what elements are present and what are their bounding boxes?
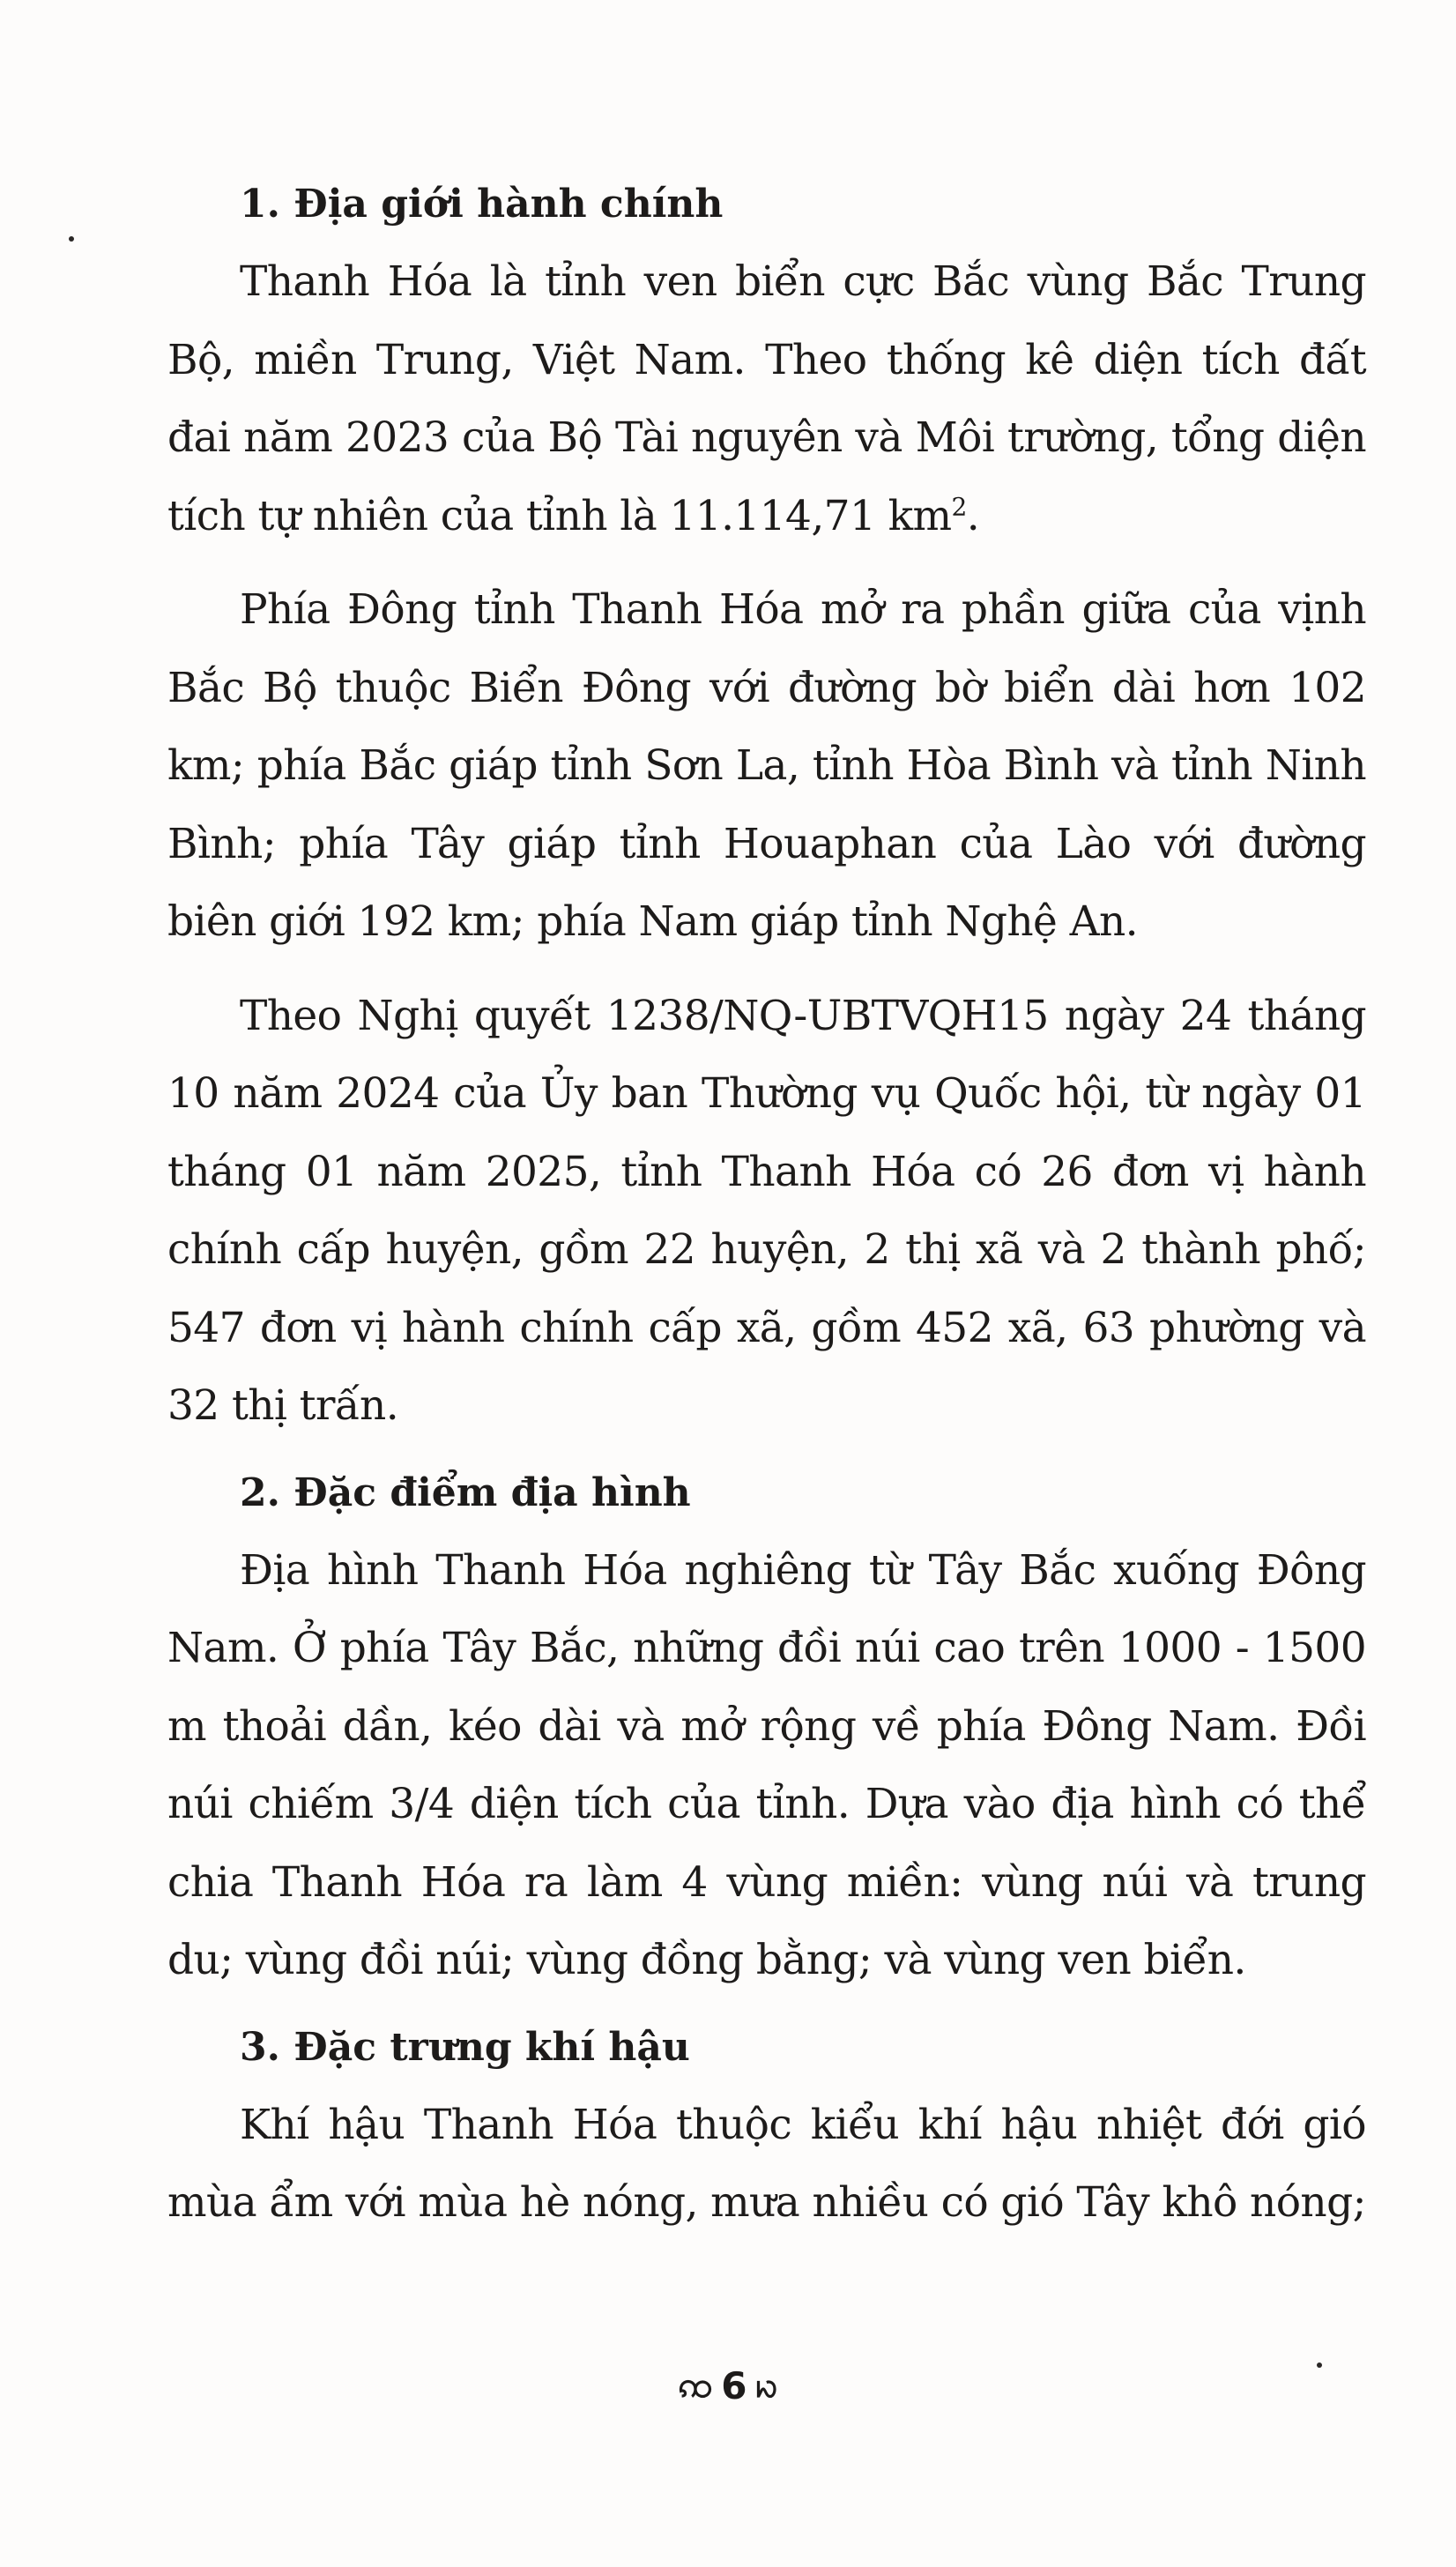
ornament-right-icon: ꩢ xyxy=(755,2365,778,2406)
speck-mark xyxy=(1317,2362,1322,2368)
ornament-left-icon: ꩡ xyxy=(678,2365,713,2406)
paragraph-area-text: Thanh Hóa là tỉnh ven biển cực Bắc vùng Bắc Trung Bộ, miền Trung, Việt Nam. Theo thống kê diện tích đất đai năm 2023 của Bộ Tài nguyên và Môi trường, tổng diện tích tự nhiên của tỉnh là 11.114,71 km xyxy=(167,257,1366,540)
paragraph-climate: Khí hậu Thanh Hóa thuộc kiểu khí hậu nhiệt đới gió mùa ẩm với mùa hè nóng, mưa nhiều có gió Tây khô nóng; xyxy=(167,2100,1366,2227)
section-heading-climate: 3. Đặc trưng khí hậu xyxy=(240,2024,690,2070)
area-superscript: 2 xyxy=(951,491,967,521)
paragraph-area xyxy=(167,243,1366,555)
paragraph-terrain: Địa hình Thanh Hóa nghiêng từ Tây Bắc xuống Đông Nam. Ở phía Tây Bắc, những đồi núi cao trên 1000 - 1500 m thoải dần, kéo dài và mở rộng về phía Đông Nam. Đồi núi chiếm 3/4 diện tích của tỉnh. Dựa vào địa hình có thể chia Thanh Hóa ra làm 4 vùng miền: vùng núi và trung du; vùng đồi núi; vùng đồng bằng; và vùng ven biển. xyxy=(167,1545,1366,1984)
section-heading-terrain: 2. Đặc điểm địa hình xyxy=(240,1470,691,1515)
speck-mark xyxy=(69,236,74,242)
paragraph-area-end: . xyxy=(966,491,980,540)
page-footer xyxy=(0,2362,1456,2414)
paragraph-resolution: Theo Nghị quyết 1238/NQ-UBTVQH15 ngày 24 tháng 10 năm 2024 của Ủy ban Thường vụ Quốc hội, từ ngày 01 tháng 01 năm 2025, tỉnh Thanh Hóa có 26 đơn vị hành chính cấp huyện, gồm 22 huyện, 2 thị xã và 2 thành phố; 547 đơn vị hành chính cấp xã, gồm 452 xã, 63 phường và 32 thị trấn. xyxy=(167,991,1366,1430)
page-number: 6 xyxy=(721,2364,747,2407)
paragraph-borders: Phía Đông tỉnh Thanh Hóa mở ra phần giữa của vịnh Bắc Bộ thuộc Biển Đông với đường bờ biển dài hơn 102 km; phía Bắc giáp tỉnh Sơn La, tỉnh Hòa Bình và tỉnh Ninh Bình; phía Tây giáp tỉnh Houaphan của Lào với đường biên giới 192 km; phía Nam giáp tỉnh Nghệ An. xyxy=(167,585,1366,946)
page-body xyxy=(167,166,1366,2258)
section-heading-administrative: 1. Địa giới hành chính xyxy=(240,182,724,227)
